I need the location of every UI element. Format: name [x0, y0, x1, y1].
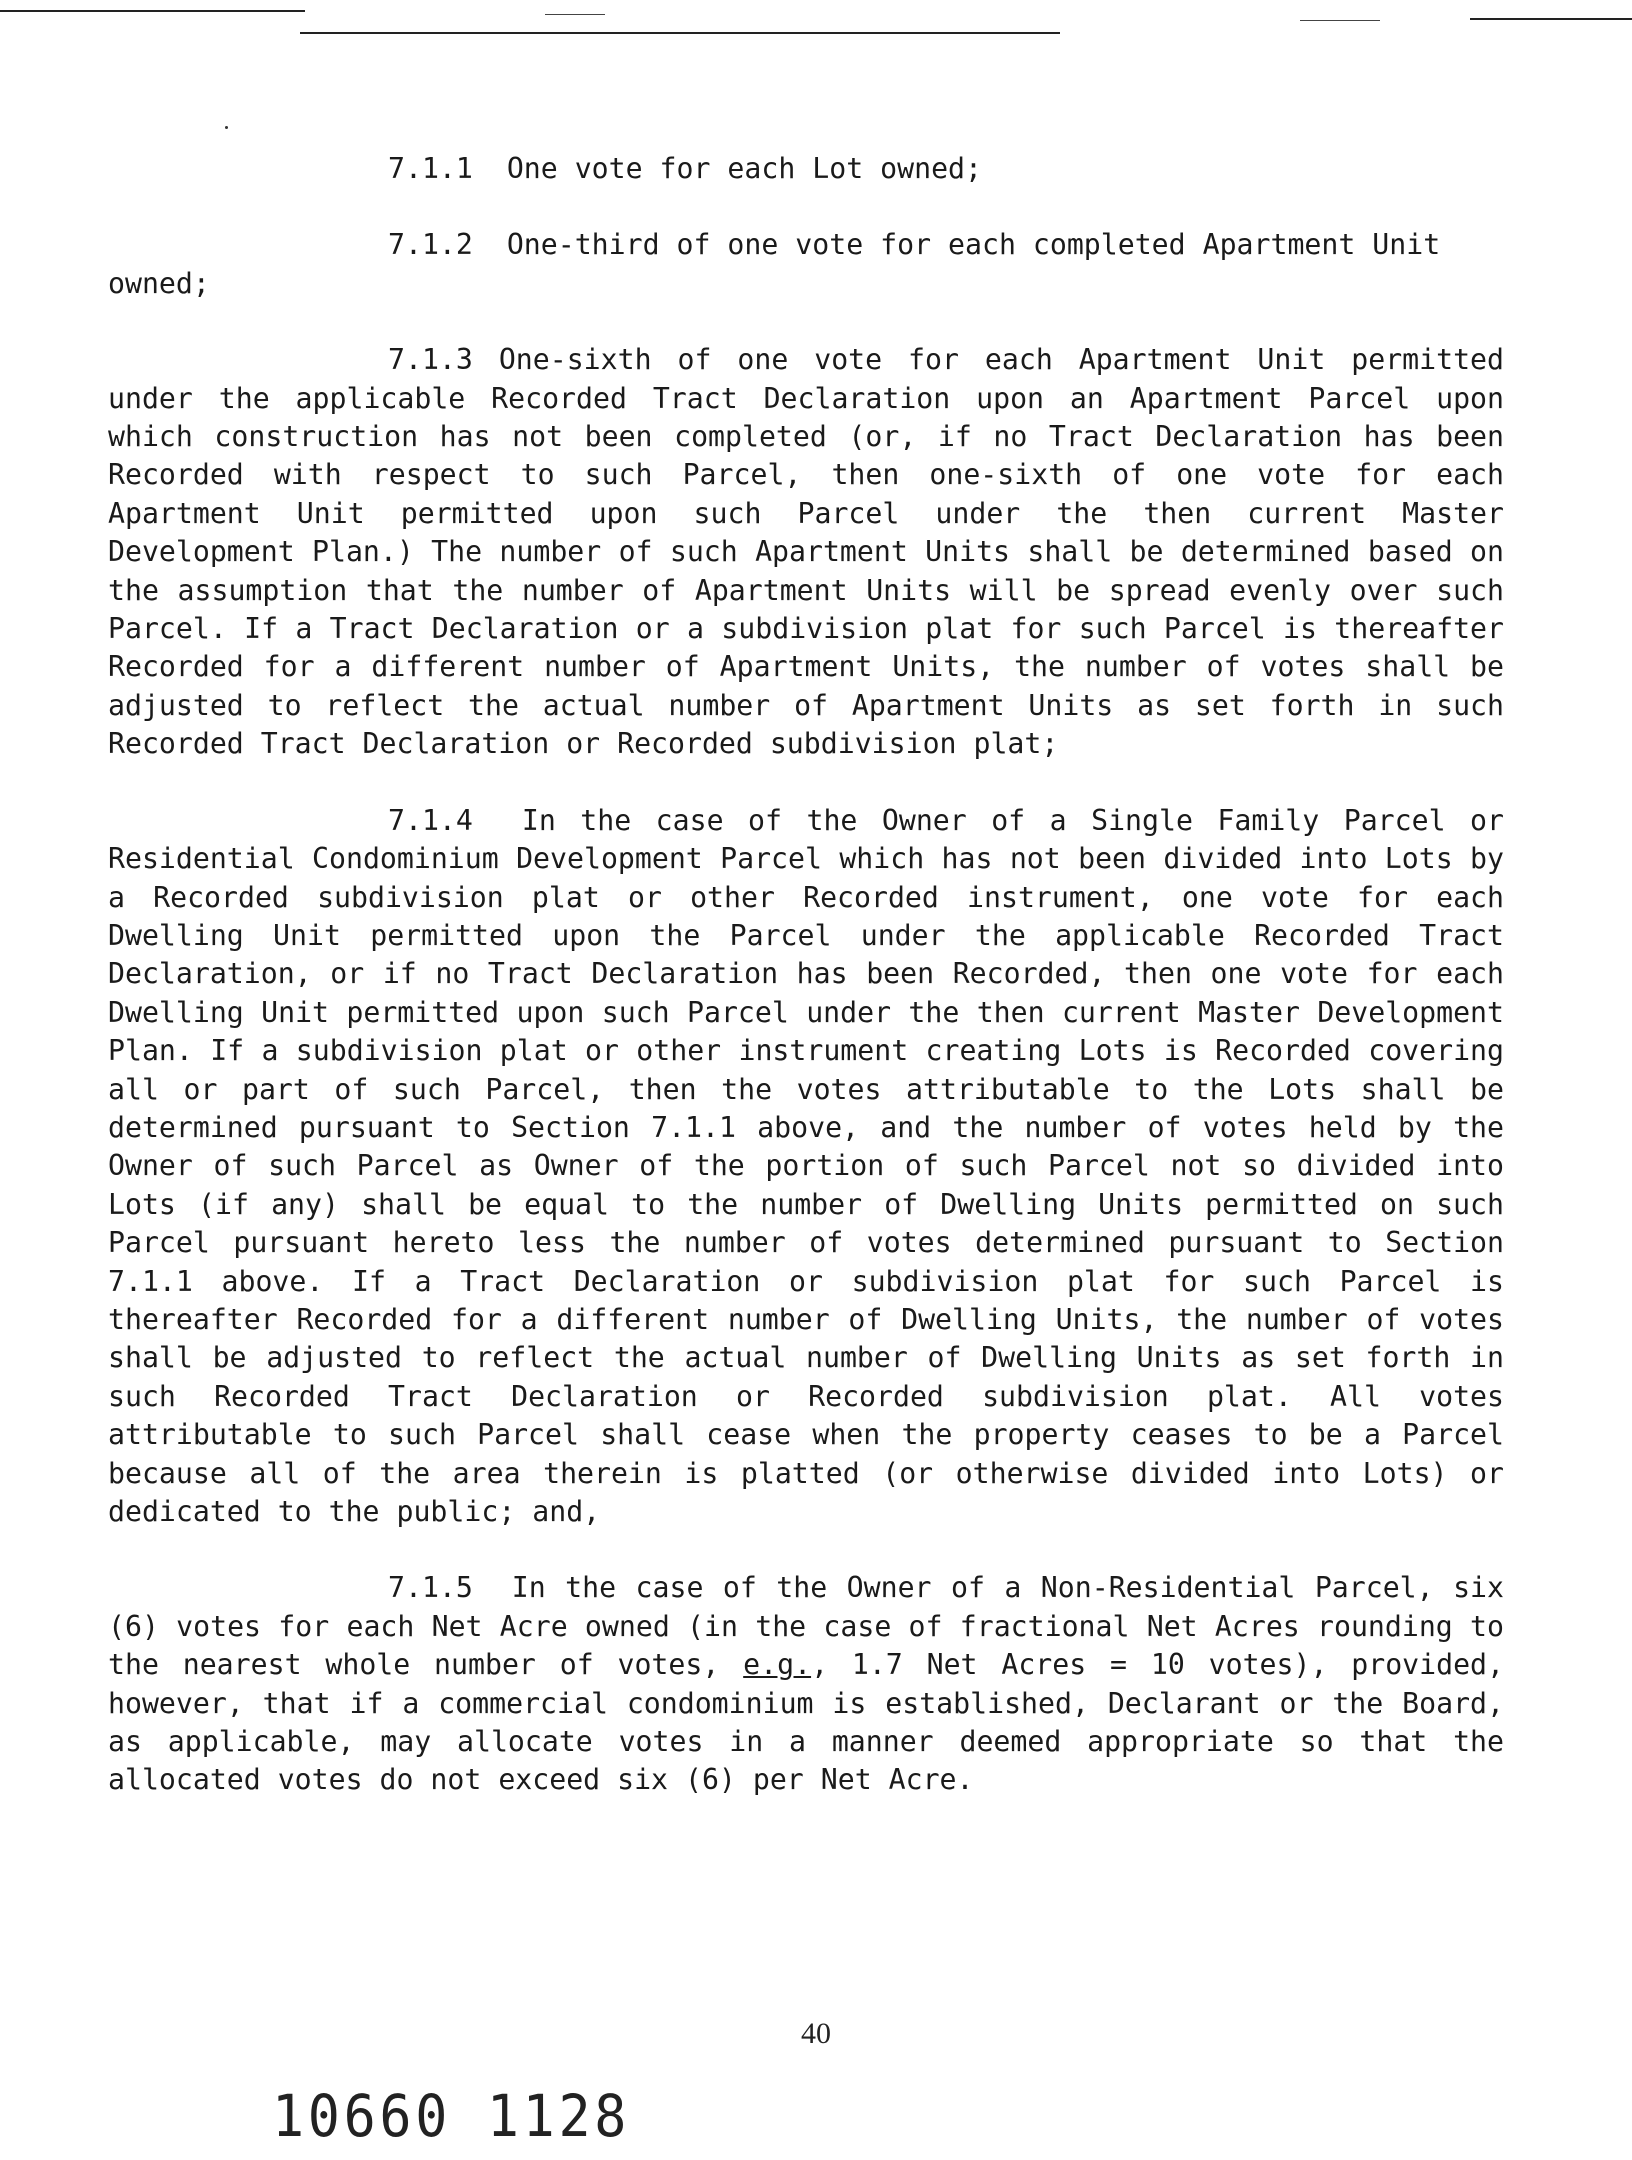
section-7-1-5 [108, 1569, 1504, 1799]
section-7-1-2 [108, 226, 1504, 303]
section-7-1-4 [108, 802, 1504, 1532]
section-number: 7.1.3 [388, 343, 473, 377]
scan-artifact-line [1300, 20, 1380, 21]
document-body [108, 150, 1504, 1800]
page-number: 40 [801, 2017, 831, 2050]
section-number: 7.1.4 [388, 803, 473, 837]
section-7-1-3 [108, 341, 1504, 763]
scan-artifact-dot [225, 126, 228, 129]
section-text: One-third of one vote for each completed Apartment Unit owned; [108, 228, 1441, 300]
section-text: One-sixth of one vote for each Apartment Unit permitted under the applicable Recorded Tract Declaration upon an Apartment Parcel upon which construction has not been completed (or, if no Tract Declaration has been Recorded with respect to such Parcel, then one-sixth of one vote for each Apartment Unit permitted upon such Parcel under the then current Master Development Plan.) The number of such Apartment Units shall be determined based on the assumption that the number of Apartment Units will be spread evenly over such Parcel. If a Tract Declaration or a subdivision plat for such Parcel is thereafter Recorded for a different number of Apartment Units, the number of votes shall be adjusted to reflect the actual number of Apartment Units as set forth in such Recorded Tract Declaration or Recorded subdivision plat; [108, 343, 1504, 761]
section-text: One vote for each Lot owned; [506, 152, 982, 185]
section-text: In the case of the Owner of a Non-Residential Parcel, six (6) votes for each Net Acre owned (in the case of fractional Net Acres rounding to the nearest whole number of votes, [108, 1571, 1504, 1682]
scan-artifact-line [545, 14, 605, 15]
scan-artifact-line [300, 32, 1060, 34]
eg-abbreviation: e.g. [743, 1648, 812, 1682]
section-text: , 1.7 Net Acres = 10 votes), provided, however, that if a commercial condominium is established, Declarant or the Board, as applicable, may allocate votes in a manner deemed appropriate so that the allocated votes do not exceed six (6) per Net Acre. [108, 1648, 1504, 1797]
recording-book-page-stamp: 10660 1128 [272, 2082, 631, 2150]
section-number: 7.1.1 [388, 152, 473, 185]
scan-artifact-line [1470, 18, 1632, 20]
section-number: 7.1.5 [388, 1571, 473, 1605]
section-text: In the case of the Owner of a Single Family Parcel or Residential Condominium Development Parcel which has not been divided into Lots by a Recorded subdivision plat or other Recorded instrument, one vote for each Dwelling Unit permitted upon the Parcel under the applicable Recorded Tract Declaration, or if no Tract Declaration has been Recorded, then one vote for each Dwelling Unit permitted upon such Parcel under the then current Master Development Plan. If a subdivision plat or other instrument creating Lots is Recorded covering all or part of such Parcel, then the votes attributable to the Lots shall be determined pursuant to Section 7.1.1 above, and the number of votes held by the Owner of such Parcel as Owner of the portion of such Parcel not so divided into Lots (if any) shall be equal to the number of Dwelling Units permitted on such Parcel pursuant hereto less the number of votes determined pursuant to Section 7.1.1 above. If a Tract Declaration or subdivision plat for such Parcel is thereafter Recorded for a different number of Dwelling Units, the number of votes shall be adjusted to reflect the actual number of Dwelling Units as set forth in such Recorded Tract Declaration or Recorded subdivision plat. All votes attributable to such Parcel shall cease when the property ceases to be a Parcel because all of the area therein is platted (or otherwise divided into Lots) or dedicated to the public; and, [108, 803, 1504, 1528]
section-number: 7.1.2 [388, 228, 473, 262]
section-7-1-1 [108, 150, 1504, 188]
scan-artifact-line [0, 10, 305, 12]
